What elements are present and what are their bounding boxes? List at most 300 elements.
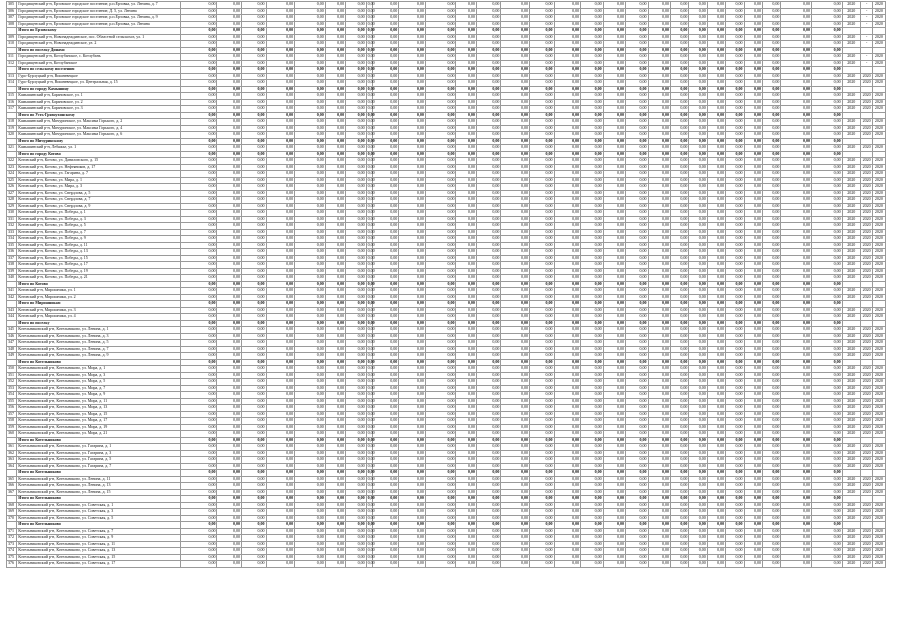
value-cell: 0,00	[325, 541, 345, 548]
value-cell: 0,00	[744, 294, 762, 301]
value-cell: 0,00	[456, 483, 476, 490]
value-cell: 0,00	[726, 405, 744, 412]
value-cell: 0,00	[180, 561, 217, 568]
value-cell: 0,00	[689, 366, 707, 373]
value-cell: 0,00	[501, 145, 530, 152]
value-cell: 0,00	[603, 275, 625, 282]
value-cell: 0,00	[367, 436, 375, 442]
value-cell: 0,00	[476, 164, 501, 171]
year-cell: 2020	[842, 145, 860, 152]
value-cell: 0,00	[325, 548, 345, 555]
value-cell: 0,00	[476, 528, 501, 535]
value-cell: 0,00	[554, 418, 581, 425]
value-cell: 0,00	[217, 112, 242, 119]
value-cell: 0,00	[367, 482, 375, 488]
value-cell: 0,00	[726, 509, 744, 516]
year2-cell: 2020	[861, 190, 873, 197]
value-cell: 0,00	[325, 8, 345, 15]
value-cell: 0,00	[180, 93, 217, 100]
value-cell: 0,00	[295, 346, 326, 353]
value-cell: 0,00	[689, 229, 707, 236]
value-cell: 0,00	[180, 197, 217, 204]
value-cell: 0,00	[811, 398, 842, 405]
value-cell: 0,00	[476, 125, 501, 132]
value-cell: 0,00	[811, 106, 842, 113]
address-cell: Котельниковский р-н, Котельниково, ул. Гагарина, д. 3	[17, 450, 180, 457]
value-cell: 0,00	[501, 418, 530, 425]
address-cell: Котельниковский р-н, Котельниково, ул. Ленина, д. 1	[17, 327, 180, 334]
value-cell: 0,00	[372, 424, 399, 431]
value-cell: 0,00	[325, 164, 345, 171]
value-cell: 0,00	[217, 21, 242, 28]
value-cell: 0,00	[501, 366, 530, 373]
value-cell: 0,00	[325, 106, 345, 113]
value-cell: 0,00	[530, 47, 555, 54]
value-cell: 0,00	[670, 28, 688, 35]
value-cell: 0,00	[726, 437, 744, 444]
value-cell: 0,00	[581, 489, 603, 496]
value-cell: 0,00	[367, 352, 375, 358]
value-cell: 0,00	[501, 509, 530, 516]
value-cell: 0,00	[241, 411, 266, 418]
value-cell: 0,00	[372, 548, 399, 555]
value-cell: 0,00	[476, 223, 501, 230]
year-cell: 2020	[842, 15, 860, 22]
value-cell: 0,00	[781, 301, 812, 308]
value-cell: 0,00	[762, 268, 780, 275]
value-cell: 0,00	[456, 112, 476, 119]
value-cell: 0,00	[217, 255, 242, 262]
value-cell: 0,00	[781, 346, 812, 353]
value-cell: 0,00	[241, 307, 266, 314]
value-cell: 0,00	[425, 463, 456, 470]
row-number-cell: 358	[7, 418, 17, 425]
value-cell: 0,00	[180, 444, 217, 451]
value-cell: 0,00	[603, 385, 625, 392]
value-cell: 0,00	[581, 28, 603, 35]
value-cell: 0,00	[372, 379, 399, 386]
value-cell: 0,00	[476, 41, 501, 48]
row-number-cell: 306	[7, 8, 17, 15]
value-cell: 0,00	[581, 158, 603, 165]
value-cell: 0,00	[811, 515, 842, 522]
value-cell: 0,00	[811, 28, 842, 35]
value-cell: 0,00	[241, 15, 266, 22]
value-cell: 0,00	[689, 535, 707, 542]
address-cell: Котельниковский р-н, Котельниково, ул. Ленина, д. 13	[17, 483, 180, 490]
value-cell: 0,00	[180, 288, 217, 295]
value-cell: 0,00	[346, 80, 366, 87]
year-cell: 2020	[842, 288, 860, 295]
year-cell: 2020	[842, 171, 860, 178]
value-cell: 0,00	[325, 483, 345, 490]
value-cell: 0,00	[726, 301, 744, 308]
value-cell: 0,00	[425, 106, 456, 113]
year-cell: 2020	[842, 548, 860, 555]
value-cell: 0,00	[726, 158, 744, 165]
value-cell: 0,00	[217, 522, 242, 529]
value-cell: 0,00	[744, 86, 762, 93]
address-cell: Камышинский р-н, Мичуринское, ул. Максима Горького, д. 4	[17, 125, 180, 132]
value-cell: 0,00	[295, 359, 326, 366]
value-cell: 0,00	[367, 488, 375, 494]
value-cell: 0,00	[456, 333, 476, 340]
value-cell: 0,00	[295, 340, 326, 347]
value-cell: 0,00	[603, 86, 625, 93]
value-cell: 0,00	[744, 164, 762, 171]
value-cell: 0,00	[217, 132, 242, 139]
value-cell: 0,00	[707, 21, 725, 28]
value-cell: 0,00	[581, 262, 603, 269]
value-cell: 0,00	[744, 431, 762, 438]
value-cell: 0,00	[456, 372, 476, 379]
year2-cell: -	[861, 21, 873, 28]
value-cell: 0,00	[603, 372, 625, 379]
value-cell: 0,00	[554, 307, 581, 314]
value-cell: 0,00	[346, 327, 366, 334]
value-cell: 0,00	[670, 229, 688, 236]
value-cell: 0,00	[399, 509, 426, 516]
value-cell: 0,00	[670, 132, 688, 139]
year3-cell: 2020	[873, 353, 885, 360]
value-cell: 0,00	[707, 450, 725, 457]
value-cell: 0,00	[180, 15, 217, 22]
value-cell: 0,00	[689, 184, 707, 191]
value-cell: 0,00	[456, 242, 476, 249]
value-cell: 0,00	[762, 8, 780, 15]
value-cell: 0,00	[811, 353, 842, 360]
value-cell: 0,00	[670, 223, 688, 230]
value-cell: 0,00	[707, 119, 725, 126]
value-cell: 0,00	[670, 418, 688, 425]
value-cell: 0,00	[554, 457, 581, 464]
value-cell: 0,00	[781, 138, 812, 145]
value-cell: 0,00	[501, 320, 530, 327]
value-cell: 0,00	[689, 255, 707, 262]
value-cell: 0,00	[241, 483, 266, 490]
address-cell: Котовский р-н, Мирошники, ул. 1	[17, 288, 180, 295]
year3-cell: 2020	[873, 385, 885, 392]
value-cell: 0,00	[781, 86, 812, 93]
value-cell: 0,00	[476, 236, 501, 243]
value-cell: 0,00	[425, 41, 456, 48]
address-cell: Городищенский р-н, Котлубанское	[17, 60, 180, 67]
value-cell: 0,00	[744, 262, 762, 269]
value-cell: 0,00	[581, 80, 603, 87]
value-cell: 0,00	[689, 489, 707, 496]
value-cell: 0,00	[367, 306, 375, 312]
value-cell: 0,00	[266, 509, 295, 516]
value-cell: 0,00	[781, 405, 812, 412]
value-cell: 0,00	[241, 236, 266, 243]
value-cell: 0,00	[425, 424, 456, 431]
value-cell: 0,00	[266, 522, 295, 529]
value-cell: 0,00	[530, 496, 555, 503]
value-cell: 0,00	[399, 210, 426, 217]
value-cell: 0,00	[811, 80, 842, 87]
year3-cell: 2020	[873, 268, 885, 275]
value-cell: 0,00	[689, 301, 707, 308]
value-cell: 0,00	[372, 177, 399, 184]
value-cell: 0,00	[501, 535, 530, 542]
value-cell: 0,00	[367, 131, 375, 137]
value-cell: 0,00	[581, 359, 603, 366]
value-cell: 0,00	[603, 346, 625, 353]
value-cell: 0,00	[811, 203, 842, 210]
value-cell: 0,00	[811, 366, 842, 373]
value-cell: 0,00	[325, 301, 345, 308]
value-cell: 0,00	[726, 346, 744, 353]
value-cell: 0,00	[266, 190, 295, 197]
value-cell: 0,00	[781, 119, 812, 126]
value-cell: 0,00	[367, 521, 375, 527]
value-cell: 0,00	[707, 73, 725, 80]
value-cell: 0,00	[811, 463, 842, 470]
value-cell: 0,00	[295, 457, 326, 464]
value-cell: 0,00	[554, 145, 581, 152]
value-cell: 0,00	[399, 522, 426, 529]
value-cell: 0,00	[399, 294, 426, 301]
value-cell: 0,00	[811, 190, 842, 197]
value-cell: 0,00	[325, 34, 345, 41]
year3-cell: 2020	[873, 158, 885, 165]
value-cell: 0,00	[241, 112, 266, 119]
value-cell: 0,00	[689, 528, 707, 535]
value-cell: 0,00	[626, 366, 648, 373]
value-cell: 0,00	[762, 561, 780, 568]
value-cell: 0,00	[762, 450, 780, 457]
value-cell: 0,00	[603, 418, 625, 425]
value-cell: 0,00	[781, 60, 812, 67]
value-cell: 0,00	[707, 275, 725, 282]
value-cell: 0,00	[530, 190, 555, 197]
value-cell: 0,00	[648, 47, 670, 54]
row-number-cell: 376	[7, 561, 17, 568]
value-cell: 0,00	[781, 54, 812, 61]
address-cell: Котовский р-н, Котово, ул. Победы, д. 21	[17, 275, 180, 282]
value-cell: 0,00	[180, 502, 217, 509]
year2-cell: 2020	[861, 249, 873, 256]
value-cell: 0,00	[530, 424, 555, 431]
value-cell: 0,00	[295, 548, 326, 555]
value-cell: 0,00	[603, 463, 625, 470]
value-cell: 0,00	[744, 132, 762, 139]
value-cell: 0,00	[554, 41, 581, 48]
value-cell: 0,00	[456, 15, 476, 22]
value-cell: 0,00	[476, 541, 501, 548]
year3-cell: 2020	[873, 411, 885, 418]
value-cell: 0,00	[626, 301, 648, 308]
value-cell: 0,00	[372, 496, 399, 503]
value-cell: 0,00	[367, 248, 375, 254]
value-cell: 0,00	[501, 379, 530, 386]
value-cell: 0,00	[399, 437, 426, 444]
value-cell: 0,00	[670, 268, 688, 275]
value-cell: 0,00	[581, 255, 603, 262]
row-number-cell: 318	[7, 119, 17, 126]
value-cell: 0,00	[670, 236, 688, 243]
value-cell: 0,00	[689, 112, 707, 119]
value-cell: 0,00	[648, 450, 670, 457]
value-cell: 0,00	[346, 541, 366, 548]
value-cell: 0,00	[372, 418, 399, 425]
value-cell: 0,00	[399, 554, 426, 561]
value-cell: 0,00	[581, 268, 603, 275]
value-cell: 0,00	[811, 307, 842, 314]
value-cell: 0,00	[476, 190, 501, 197]
year3-cell: 2020	[873, 457, 885, 464]
value-cell: 0,00	[670, 216, 688, 223]
value-cell: 0,00	[325, 249, 345, 256]
value-cell: 0,00	[603, 437, 625, 444]
value-cell: 0,00	[554, 171, 581, 178]
value-cell: 0,00	[626, 372, 648, 379]
value-cell: 0,00	[648, 333, 670, 340]
value-cell: 0,00	[217, 379, 242, 386]
value-cell: 0,00	[603, 268, 625, 275]
value-cell: 0,00	[762, 509, 780, 516]
value-cell: 0,00	[689, 41, 707, 48]
value-cell: 0,00	[648, 470, 670, 477]
value-cell: 0,00	[707, 203, 725, 210]
value-cell: 0,00	[744, 268, 762, 275]
value-cell: 0,00	[744, 15, 762, 22]
value-cell: 0,00	[367, 560, 375, 566]
value-cell: 0,00	[399, 561, 426, 568]
value-cell: 0,00	[648, 60, 670, 67]
value-cell: 0,00	[180, 398, 217, 405]
value-cell: 0,00	[726, 333, 744, 340]
value-cell: 0,00	[626, 28, 648, 35]
value-cell: 0,00	[456, 8, 476, 15]
value-cell: 0,00	[689, 509, 707, 516]
value-cell: 0,00	[372, 106, 399, 113]
value-cell: 0,00	[266, 54, 295, 61]
value-cell: 0,00	[476, 119, 501, 126]
value-cell: 0,00	[372, 54, 399, 61]
value-cell: 0,00	[476, 320, 501, 327]
year3-cell: 2020	[873, 398, 885, 405]
value-cell: 0,00	[367, 287, 375, 293]
value-cell: 0,00	[530, 548, 555, 555]
value-cell: 0,00	[217, 203, 242, 210]
value-cell: 0,00	[266, 353, 295, 360]
value-cell: 0,00	[689, 125, 707, 132]
value-cell: 0,00	[456, 340, 476, 347]
value-cell: 0,00	[425, 535, 456, 542]
year-cell: 2020	[842, 405, 860, 412]
value-cell: 0,00	[670, 463, 688, 470]
value-cell: 0,00	[367, 371, 375, 377]
value-cell: 0,00	[399, 431, 426, 438]
value-cell: 0,00	[689, 424, 707, 431]
value-cell: 0,00	[501, 249, 530, 256]
year3-cell: 2020	[873, 236, 885, 243]
value-cell: 0,00	[266, 242, 295, 249]
value-cell: 0,00	[180, 554, 217, 561]
year3-cell: 2020	[873, 528, 885, 535]
value-cell: 0,00	[367, 254, 375, 260]
value-cell: 0,00	[180, 392, 217, 399]
value-cell: 0,00	[581, 476, 603, 483]
value-cell: 0,00	[241, 450, 266, 457]
value-cell: 0,00	[648, 411, 670, 418]
value-cell: 0,00	[744, 190, 762, 197]
year-cell: 2020	[842, 307, 860, 314]
value-cell: 0,00	[180, 541, 217, 548]
value-cell: 0,00	[476, 21, 501, 28]
value-cell: 0,00	[501, 21, 530, 28]
value-cell: 0,00	[425, 554, 456, 561]
value-cell: 0,00	[217, 145, 242, 152]
value-cell: 0,00	[581, 86, 603, 93]
value-cell: 0,00	[603, 93, 625, 100]
value-cell: 0,00	[762, 314, 780, 321]
value-cell: 0,00	[372, 138, 399, 145]
value-cell: 0,00	[425, 437, 456, 444]
value-cell: 0,00	[762, 34, 780, 41]
value-cell: 0,00	[603, 450, 625, 457]
value-cell: 0,00	[346, 548, 366, 555]
year2-cell: 2020	[861, 385, 873, 392]
value-cell: 0,00	[217, 73, 242, 80]
value-cell: 0,00	[346, 262, 366, 269]
value-cell: 0,00	[399, 119, 426, 126]
value-cell: 0,00	[425, 444, 456, 451]
year-cell: 2020	[842, 255, 860, 262]
value-cell: 0,00	[781, 528, 812, 535]
value-cell: 0,00	[367, 261, 375, 267]
value-cell: 0,00	[762, 203, 780, 210]
value-cell: 0,00	[241, 405, 266, 412]
value-cell: 0,00	[648, 288, 670, 295]
value-cell: 0,00	[425, 171, 456, 178]
value-cell: 0,00	[726, 60, 744, 67]
year-cell: 2020	[842, 93, 860, 100]
address-cell: Котельниковский р-н, Котельниково, ул. Мира, д. 1	[17, 366, 180, 373]
value-cell: 0,00	[707, 15, 725, 22]
year2-cell: 2020	[861, 164, 873, 171]
value-cell: 0,00	[648, 229, 670, 236]
value-cell: 0,00	[603, 249, 625, 256]
value-cell: 0,00	[603, 294, 625, 301]
value-cell: 0,00	[266, 67, 295, 74]
value-cell: 0,00	[476, 15, 501, 22]
value-cell: 0,00	[180, 34, 217, 41]
value-cell: 0,00	[372, 262, 399, 269]
value-cell: 0,00	[266, 210, 295, 217]
value-cell: 0,00	[367, 319, 375, 325]
year2-cell: 2020	[861, 216, 873, 223]
value-cell: 0,00	[581, 431, 603, 438]
value-cell: 0,00	[266, 483, 295, 490]
value-cell: 0,00	[603, 8, 625, 15]
value-cell: 0,00	[180, 125, 217, 132]
value-cell: 0,00	[781, 535, 812, 542]
value-cell: 0,00	[707, 496, 725, 503]
value-cell: 0,00	[581, 67, 603, 74]
year3-cell: 2020	[873, 106, 885, 113]
value-cell: 0,00	[325, 288, 345, 295]
row-number-cell: 345	[7, 327, 17, 334]
row-number-cell: 314	[7, 80, 17, 87]
value-cell: 0,00	[241, 301, 266, 308]
value-cell: 0,00	[726, 41, 744, 48]
value-cell: 0,00	[180, 99, 217, 106]
year2-cell: 2020	[861, 203, 873, 210]
value-cell: 0,00	[554, 463, 581, 470]
value-cell: 0,00	[367, 222, 375, 228]
